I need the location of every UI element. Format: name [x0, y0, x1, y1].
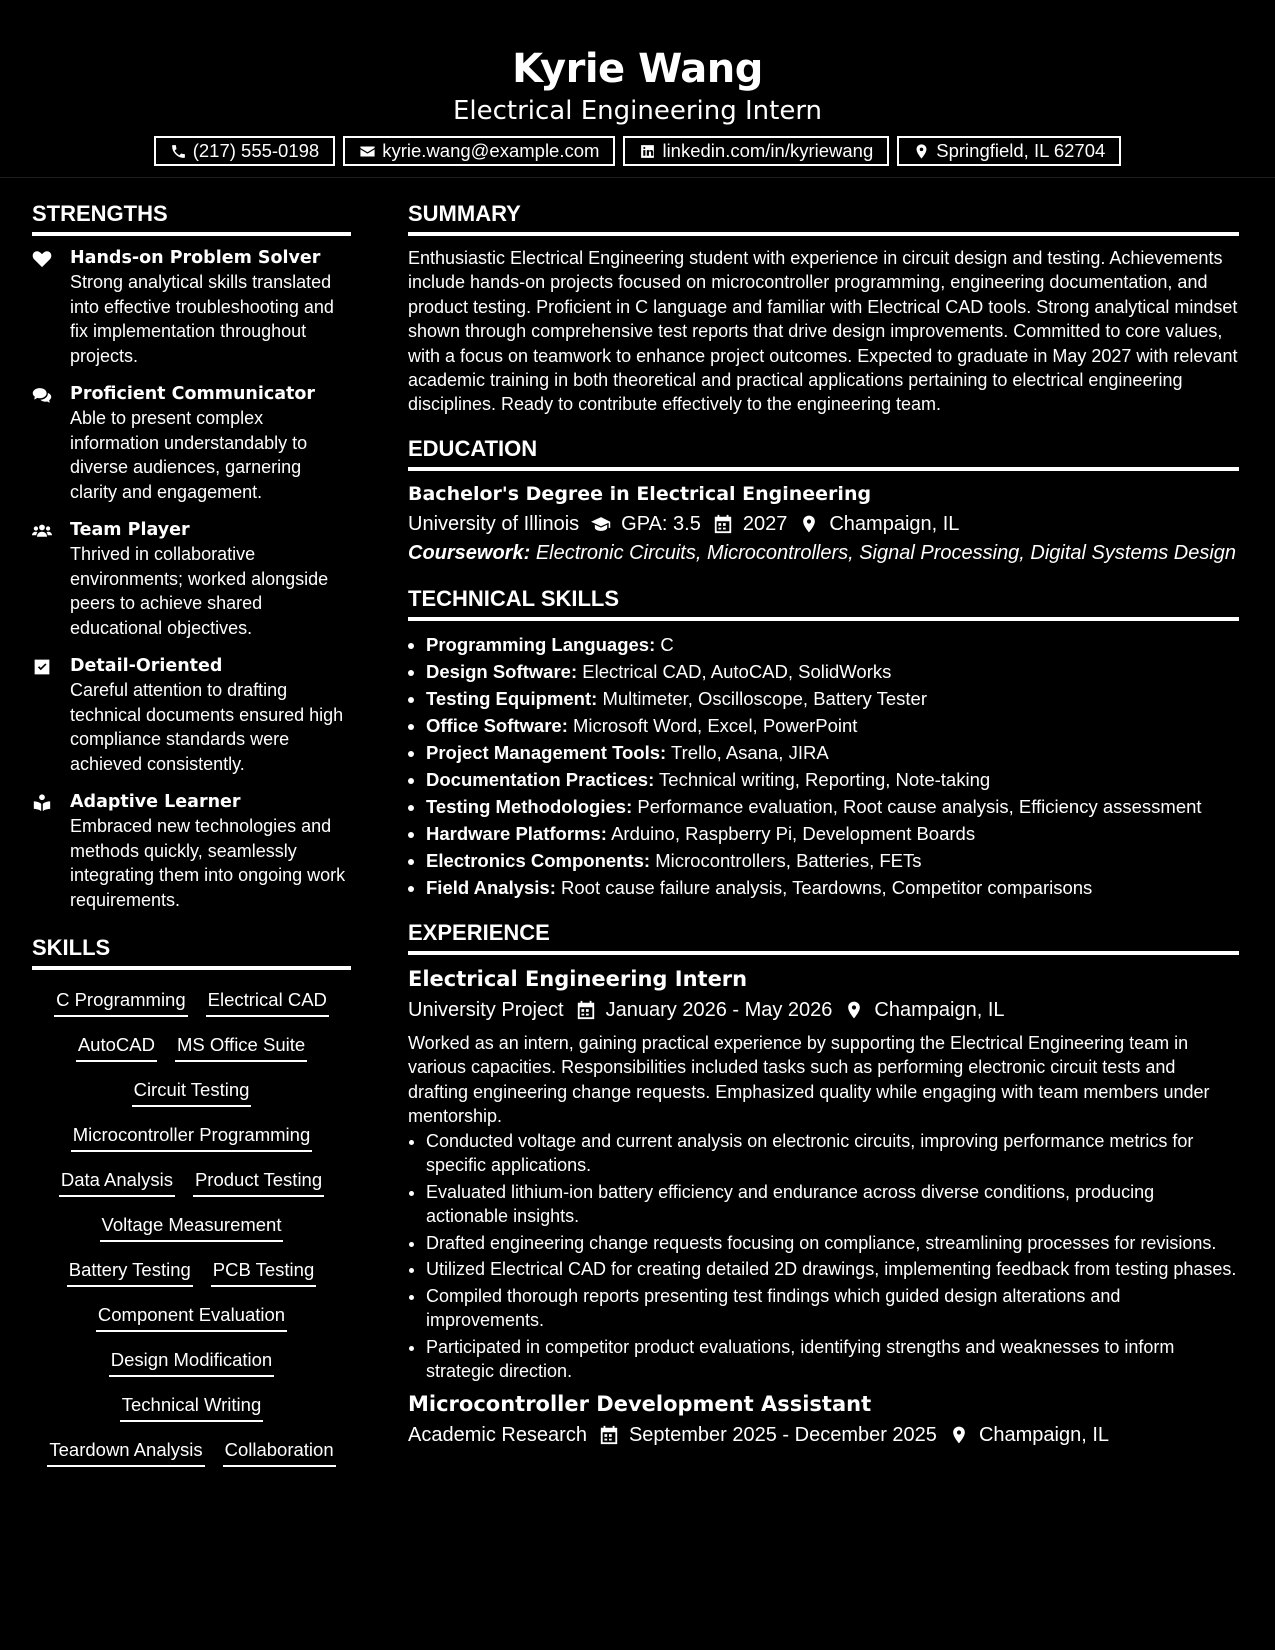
skill-label: Documentation Practices: [426, 768, 655, 790]
right-column [408, 200, 1239, 1450]
phone-text: (217) 555-0198 [192, 140, 320, 161]
strength-title: Detail-Oriented [70, 656, 223, 676]
heart-icon [32, 250, 52, 268]
candidate-title: Electrical Engineering Intern [452, 96, 823, 126]
skill-tag: Teardown Analysis [47, 1438, 204, 1467]
education-heading: EDUCATION [408, 435, 1239, 471]
skill-tag: Technical Writing [120, 1393, 264, 1422]
skill-tag: Component Evaluation [96, 1303, 287, 1332]
contact-bar [0, 136, 1275, 166]
job-location: Champaign, IL [874, 998, 1005, 1021]
map-pin-icon [799, 514, 819, 534]
job-description: Worked as an intern, gaining practical experience by supporting the Electrical Engineering team in various capacities. Responsibilities included tasks such as performing electronic circuit tests and drafting engineering change requests. Emphasized quality while engaging with team members under mentorship. [408, 1032, 1210, 1127]
skill-label: Design Software: [426, 660, 578, 682]
skill-tag: C Programming [54, 988, 188, 1017]
skill-tag: MS Office Suite [175, 1033, 307, 1062]
list-item [426, 712, 1239, 739]
location-text: Springfield, IL 62704 [936, 140, 1106, 161]
list-item [426, 793, 1239, 820]
skill-tag: Electrical CAD [206, 988, 329, 1017]
skill-label: Field Analysis: [426, 876, 556, 898]
skill-tag: Collaboration [223, 1438, 336, 1467]
skill-value: Performance evaluation, Root cause analysis, Efficiency assessment [637, 795, 1202, 817]
strength-item [32, 654, 351, 776]
candidate-name: Kyrie Wang [512, 46, 763, 92]
job-title: Electrical Engineering Intern [408, 966, 748, 991]
list-item [426, 739, 1239, 766]
skills-cloud [32, 988, 351, 1483]
email-text: kyrie.wang@example.com [382, 140, 600, 161]
education-meta [408, 509, 1239, 539]
list-item: • Utilized Electrical CAD for creating detailed 2D drawings, implementing feedback from testing phases. [426, 1257, 1239, 1282]
technical-skills-list [408, 631, 1239, 901]
strength-desc: Strong analytical skills translated into effective troubleshooting and fix implementation throughout projects. [70, 272, 334, 366]
contact-phone[interactable] [154, 136, 336, 166]
list-item: • Conducted voltage and current analysis on electronic circuits, improving performance metrics for specific applications. [426, 1129, 1239, 1178]
job-org: Academic Research [408, 1423, 587, 1446]
strength-desc: Able to present complex information understandably to diverse audiences, garnering clarity and engagement. [70, 408, 308, 502]
technical-skills-heading: TECHNICAL SKILLS [408, 585, 1239, 621]
list-item: • Compiled thorough reports presenting test findings which guided design alterations and improvements. [426, 1284, 1239, 1333]
comments-icon [32, 386, 52, 404]
job-dates: January 2026 - May 2026 [605, 998, 833, 1021]
skill-value: Multimeter, Oscilloscope, Battery Tester [602, 687, 927, 709]
job-title: Microcontroller Development Assistant [408, 1391, 872, 1416]
list-item [426, 847, 1239, 874]
skill-tag: Voltage Measurement [100, 1213, 284, 1242]
skill-value: Root cause failure analysis, Teardowns, Competitor comparisons [561, 876, 1093, 898]
map-pin-icon [913, 143, 930, 160]
skill-tag: Data Analysis [59, 1168, 175, 1197]
skill-tag: Circuit Testing [132, 1078, 252, 1107]
left-column [32, 200, 351, 1483]
list-item [426, 631, 1239, 658]
list-item [426, 658, 1239, 685]
coursework [408, 541, 1239, 565]
skills-heading: SKILLS [32, 934, 351, 970]
users-icon [32, 522, 52, 540]
list-item [426, 766, 1239, 793]
school-name: University of Illinois [408, 512, 580, 535]
degree-title: Bachelor's Degree in Electrical Engineering [408, 482, 872, 505]
strength-desc: Careful attention to drafting technical documents ensured high compliance standards were achieved consistently. [70, 680, 344, 774]
strength-desc: Embraced new technologies and methods quickly, seamlessly integrating them into ongoing work requirements. [70, 816, 346, 910]
summary-heading: SUMMARY [408, 200, 1239, 236]
list-item [426, 685, 1239, 712]
contact-location[interactable] [897, 136, 1121, 166]
contact-linkedin[interactable] [623, 136, 889, 166]
experience-heading: EXPERIENCE [408, 919, 1239, 955]
skill-value: Microsoft Word, Excel, PowerPoint [573, 714, 858, 736]
skill-tag: Battery Testing [67, 1258, 193, 1287]
graduation-cap-icon [591, 514, 611, 534]
reader-icon [32, 794, 52, 812]
calendar-icon [713, 514, 733, 534]
list-item: • Evaluated lithium-ion battery efficiency and endurance across diverse conditions, producing actionable insights. [426, 1180, 1239, 1229]
contact-email[interactable] [343, 136, 615, 166]
skill-label: Programming Languages: [426, 633, 656, 655]
job-location: Champaign, IL [978, 1423, 1110, 1446]
coursework-label: Coursework: [408, 541, 531, 564]
skill-label: Testing Methodologies: [426, 795, 633, 817]
strength-desc: Thrived in collaborative environments; worked alongside peers to achieve shared educational objectives. [70, 544, 329, 638]
calendar-icon [576, 1000, 596, 1020]
coursework-list: Electronic Circuits, Microcontrollers, Signal Processing, Digital Systems Design [535, 541, 1237, 564]
skill-value: Microcontrollers, Batteries, FETs [655, 849, 922, 871]
strength-item [32, 382, 351, 504]
job-meta [408, 995, 1239, 1025]
skill-tag: Microcontroller Programming [71, 1123, 312, 1152]
skill-value: Electrical CAD, AutoCAD, SolidWorks [582, 660, 892, 682]
job-entry [408, 965, 1239, 1384]
job-meta [408, 1420, 1239, 1450]
map-pin-icon [949, 1425, 969, 1445]
resume-header [0, 0, 1275, 178]
calendar-icon [599, 1425, 619, 1445]
list-item [426, 820, 1239, 847]
strength-item [32, 518, 351, 640]
skill-value: Trello, Asana, JIRA [671, 741, 829, 763]
phone-icon [170, 143, 187, 160]
skill-label: Hardware Platforms: [426, 822, 607, 844]
skill-tag: Design Modification [109, 1348, 274, 1377]
job-dates: September 2025 - December 2025 [628, 1423, 937, 1446]
job-bullets [408, 1129, 1239, 1384]
skill-tag: AutoCAD [76, 1033, 157, 1062]
skill-value: Technical writing, Reporting, Note-taking [659, 768, 991, 790]
skill-value: Arduino, Raspberry Pi, Development Boards [611, 822, 976, 844]
skill-label: Electronics Components: [426, 849, 651, 871]
list-item: • Drafted engineering change requests focusing on compliance, streamlining processes for revisions. [426, 1231, 1239, 1256]
skill-label: Testing Equipment: [426, 687, 598, 709]
job-entry [408, 1390, 1239, 1450]
job-org: University Project [408, 998, 564, 1021]
strength-title: Hands-on Problem Solver [70, 248, 321, 268]
linkedin-icon [639, 143, 656, 160]
skill-label: Project Management Tools: [426, 741, 667, 763]
summary-text: Enthusiastic Electrical Engineering student with experience in circuit design and testing. Achievements include hands-on projects focused on microcontroller programming, engineering documentation, and product testing. Proficient in C language and familiar with Electrical CAD tools. Strong analytical mindset shown through comprehensive test reports that drive design improvements. Committed to core values, with a focus on teamwork to enhance project outcomes. Expected to graduate in May 2027 with relevant academic training in both theoretical and practical applications pertaining to electrical engineering disciplines. Ready to contribute effectively to the engineering team. [408, 248, 1238, 415]
strength-item [32, 790, 351, 912]
checkbox-icon [32, 658, 52, 676]
strength-title: Adaptive Learner [70, 792, 241, 812]
list-item [426, 874, 1239, 901]
skill-tag: Product Testing [193, 1168, 324, 1197]
strength-title: Proficient Communicator [70, 384, 316, 404]
graduation-year: 2027 [742, 512, 788, 535]
strength-item [32, 246, 351, 368]
skill-value: C [660, 633, 674, 655]
skill-label: Office Software: [426, 714, 568, 736]
education-location: Champaign, IL [829, 512, 960, 535]
strengths-heading: STRENGTHS [32, 200, 351, 236]
skill-tag: PCB Testing [211, 1258, 316, 1287]
list-item: • Participated in competitor product evaluations, identifying strengths and weaknesses to inform strategic direction. [426, 1335, 1239, 1384]
gpa-text: GPA: 3.5 [621, 512, 701, 535]
linkedin-text: linkedin.com/in/kyriewang [662, 140, 874, 161]
envelope-icon [359, 143, 376, 160]
strength-title: Team Player [70, 520, 190, 540]
map-pin-icon [844, 1000, 864, 1020]
